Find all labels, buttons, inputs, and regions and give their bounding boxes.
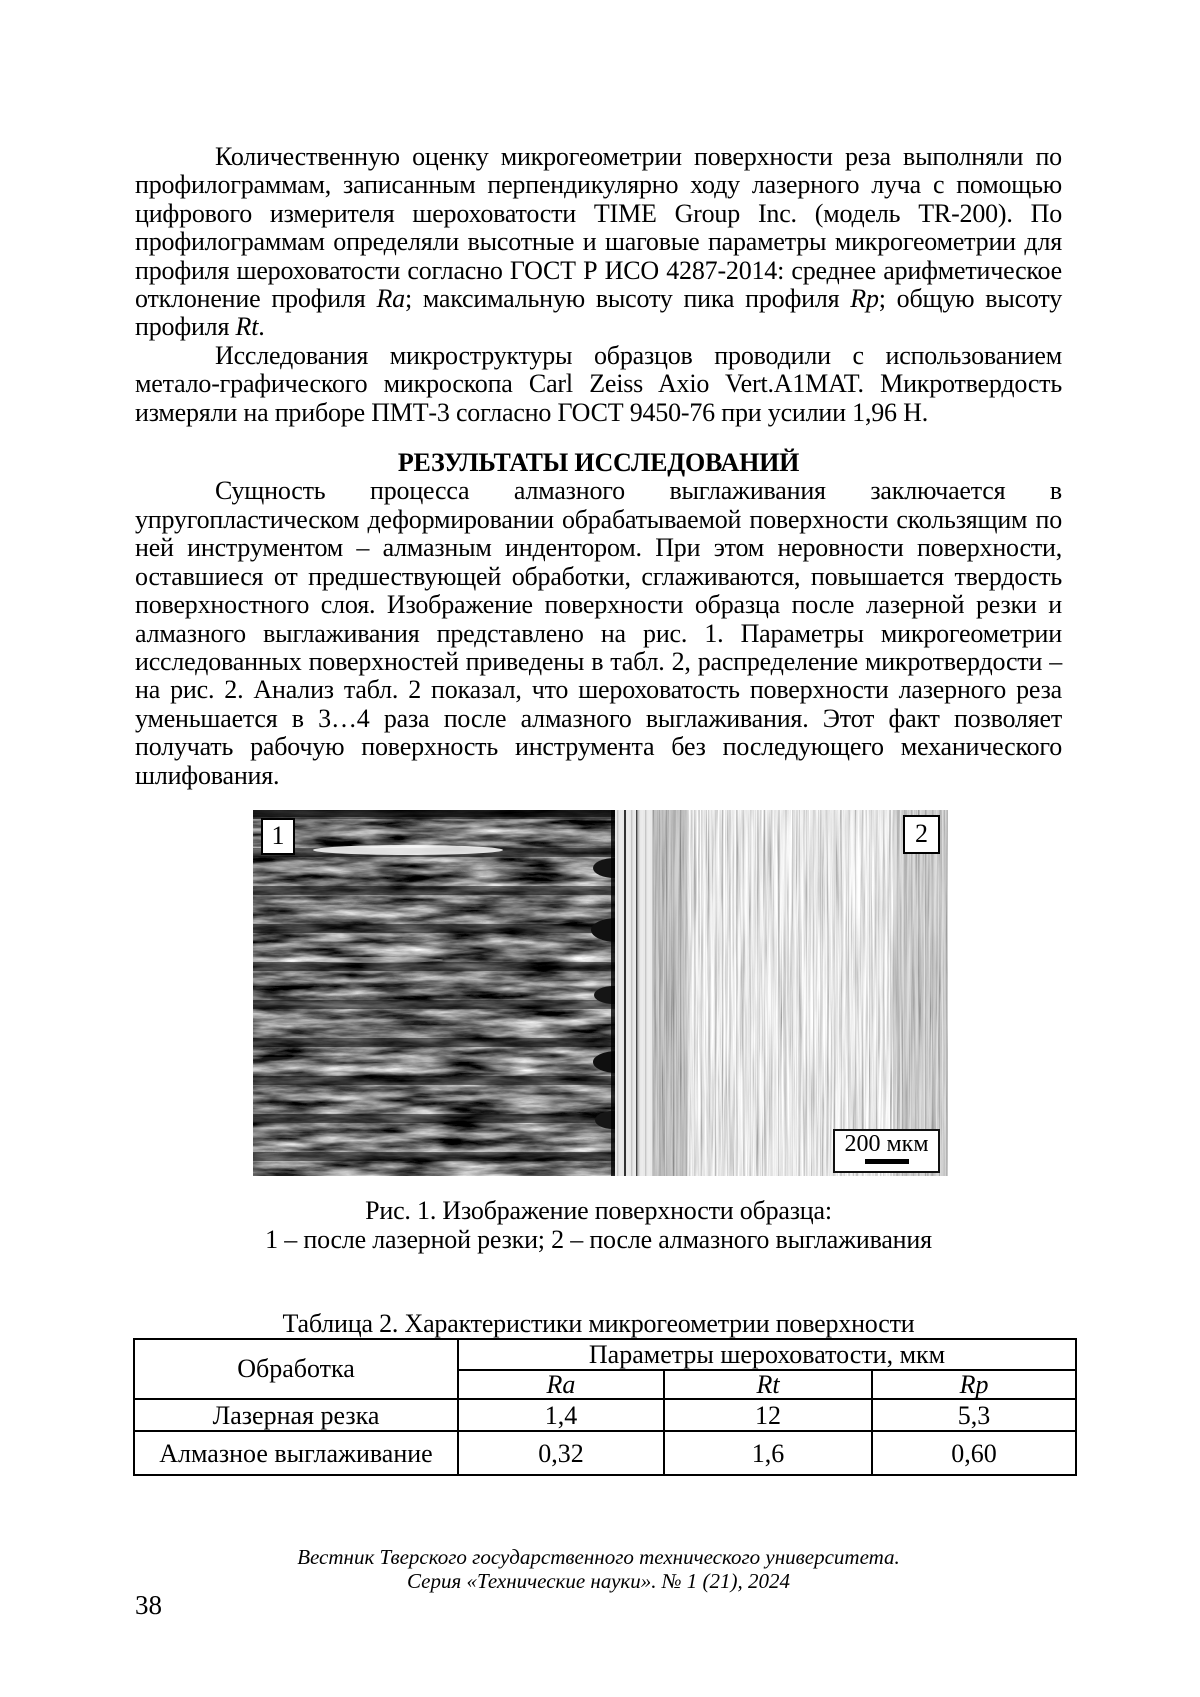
scale-bar [865, 1159, 909, 1164]
value-burnish-rt: 1,6 [664, 1431, 872, 1475]
table-2-caption: Таблица 2. Характеристики микрогеометрии поверхности [282, 1308, 915, 1338]
row-label-diamond-burnishing: Алмазное выглаживание [134, 1431, 458, 1475]
table-row [134, 1399, 1076, 1431]
paragraph-results-discussion: Сущность процесса алмазного выглаживания заключается в упругопластическом деформировании обрабатываемой поверхности скользящим по ней инструментом – алмазным индентором. При этом неровности поверхности, оставшиеся от предшествующей обработки, сглаживаются, повышается твердость поверхностного слоя. Изображение поверхности образца после лазерной резки и алмазного выглаживания представлено на рис. 1. Параметры микрогеометрии исследованных поверхностей приведены в табл. 2, распределение микротвердости – на рис. 2. Анализ табл. 2 показал, что шероховатость поверхности лазерного реза уменьшается в 3…4 раза после алмазного выглаживания. Этот факт позволяет получать рабочую поверхность инструмента без последующего механического шлифования. [135, 476, 1062, 790]
group-header-roughness-params: Параметры шероховатости, мкм [458, 1339, 1076, 1370]
page-number: 38 [135, 1590, 162, 1620]
figure-1-micrograph [253, 810, 948, 1176]
page-content [135, 143, 1062, 1476]
value-laser-rp: 5,3 [872, 1399, 1076, 1431]
footer-line-2: Серия «Технические науки». № 1 (21), 2024 [406, 1569, 791, 1593]
column-header-rt: Rt [664, 1370, 872, 1399]
figure-area-label-1: 1 [261, 818, 295, 855]
scale-bar-label: 200 мкм [844, 1130, 929, 1157]
micrograph-texture-image [253, 810, 948, 1176]
value-laser-rt: 12 [664, 1399, 872, 1431]
paragraph-measurement-method: Количественную оценку микрогеометрии поверхности реза выполняли по профилограммам, записанным перпендикулярно ходу лазерного луча с помощью цифрового измерителя шероховатости TIME Group Inc. (модель TR-200). По профилограммам определяли высотные и шаговые параметры микрогеометрии для профиля шероховатости согласно ГОСТ Р ИСО 4287-2014: среднее арифметическое отклонение профиля Ra; максимальную высоту пика профиля Rp; общую высоту профиля Rt. [135, 142, 1063, 342]
figure-caption-line-2: 1 – после лазерной резки; 2 – после алмазного выглаживания [265, 1224, 932, 1254]
column-header-ra: Ra [458, 1370, 664, 1399]
figure-area-label-2: 2 [903, 815, 940, 854]
value-burnish-rp: 0,60 [872, 1431, 1076, 1475]
section-heading-results: РЕЗУЛЬТАТЫ ИССЛЕДОВАНИЙ [397, 448, 800, 478]
row-label-laser-cutting: Лазерная резка [134, 1399, 458, 1431]
journal-footer [135, 1545, 1062, 1593]
column-header-treatment: Обработка [134, 1339, 458, 1399]
footer-line-1: Вестник Тверского государственного технического университета. [297, 1545, 900, 1569]
paragraph-microstructure-method: Исследования микроструктуры образцов проводили с использованием метало-графического микроскопа Carl Zeiss Axio Vert.A1MAT. Микротвердость измеряли на приборе ПМТ-3 согласно ГОСТ 9450-76 при усилии 1,96 Н. [135, 340, 1062, 427]
value-burnish-ra: 0,32 [458, 1431, 664, 1475]
column-header-rp: Rp [872, 1370, 1076, 1399]
scale-bar-box [833, 1129, 940, 1173]
figure-caption-line-1: Рис. 1. Изображение поверхности образца: [365, 1195, 832, 1225]
table-2-roughness-parameters [133, 1338, 1077, 1476]
table-header-row [134, 1339, 1076, 1370]
table-row [134, 1431, 1076, 1475]
figure-1-caption [135, 1196, 1062, 1254]
value-laser-ra: 1,4 [458, 1399, 664, 1431]
